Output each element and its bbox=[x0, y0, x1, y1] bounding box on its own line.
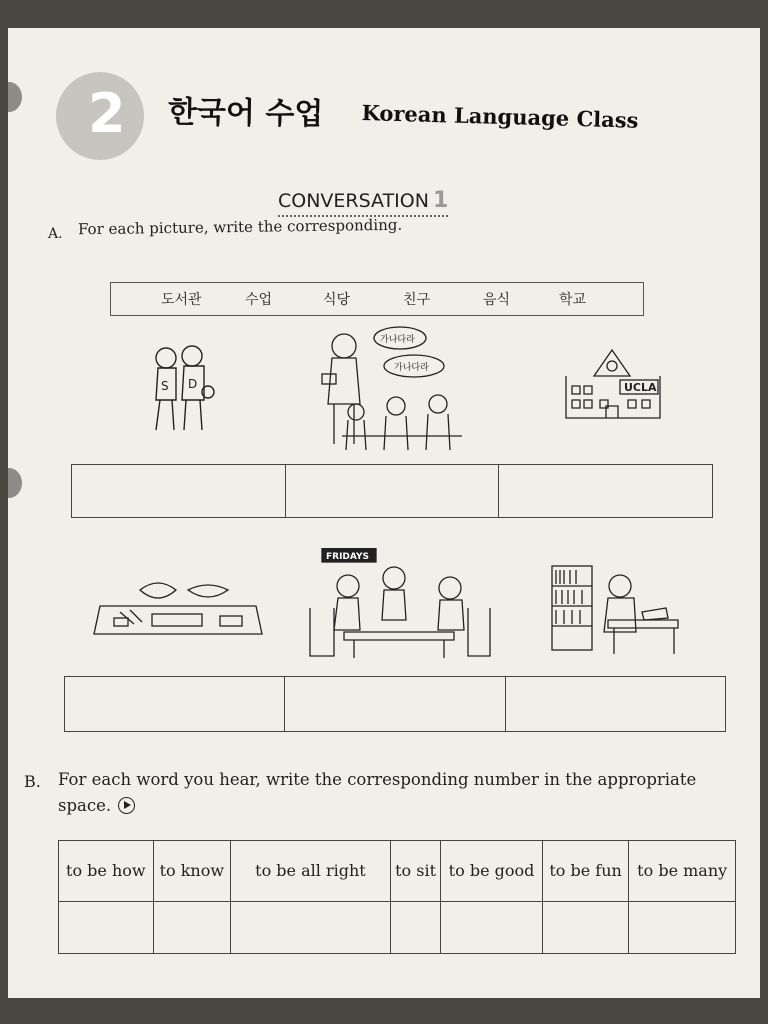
exercise-b-instruction: For each word you hear, write the corresponding number in the appropriate bbox=[58, 770, 697, 789]
class-illustration bbox=[314, 324, 470, 452]
vocab-answer-cell[interactable] bbox=[59, 902, 154, 954]
school-sign: UCLA bbox=[624, 381, 657, 394]
svg-text:D: D bbox=[188, 377, 198, 391]
exercise-a-letter: A. bbox=[48, 226, 63, 242]
library-illustration bbox=[548, 562, 684, 658]
vocab-answer-cell[interactable] bbox=[629, 902, 736, 954]
restaurant-illustration bbox=[304, 548, 494, 660]
section-heading bbox=[278, 188, 448, 217]
vocabulary-table bbox=[58, 840, 736, 954]
speech-bubble-text: 가나다라 bbox=[380, 335, 415, 345]
vocab-header-cell: to sit bbox=[390, 841, 440, 902]
food-tray-illustration bbox=[90, 576, 266, 644]
section-label: CONVERSATION bbox=[278, 190, 429, 212]
vocab-answer-cell[interactable] bbox=[230, 902, 390, 954]
vocab-answer-cell[interactable] bbox=[542, 902, 629, 954]
binder-hole-bottom bbox=[8, 468, 22, 498]
play-audio-icon[interactable] bbox=[118, 797, 135, 814]
chapter-title-english: Korean Language Class bbox=[361, 100, 639, 133]
vocab-answer-cell[interactable] bbox=[153, 902, 230, 954]
binder-hole-top bbox=[8, 82, 22, 112]
vocab-answer-cell[interactable] bbox=[441, 902, 543, 954]
answer-box[interactable] bbox=[286, 465, 500, 517]
speech-bubble-text: 가나다라 bbox=[394, 363, 429, 373]
vocab-header-row bbox=[59, 841, 736, 902]
answer-box[interactable] bbox=[72, 465, 286, 517]
exercise-a-instruction: For each picture, write the corresponding. bbox=[77, 215, 403, 239]
instruction-continuation: space. bbox=[58, 796, 112, 815]
vocab-answer-cell[interactable] bbox=[390, 902, 440, 954]
exercise-b-instruction-cont bbox=[58, 796, 135, 815]
section-number: 1 bbox=[432, 188, 449, 213]
vocab-header-cell: to be many bbox=[629, 841, 736, 902]
word-bank-item: 도서관 bbox=[161, 292, 202, 308]
answer-box[interactable] bbox=[506, 677, 725, 731]
restaurant-sign: FRIDAYS bbox=[326, 552, 370, 562]
word-bank-item: 학교 bbox=[559, 292, 587, 308]
word-bank-item: 수업 bbox=[245, 292, 273, 308]
chapter-number: 2 bbox=[88, 82, 126, 145]
word-bank bbox=[110, 282, 644, 316]
answer-box[interactable] bbox=[65, 677, 285, 731]
vocab-header-cell: to be all right bbox=[230, 841, 390, 902]
vocab-answer-row bbox=[59, 902, 736, 954]
word-bank-item: 식당 bbox=[323, 292, 351, 308]
exercise-b-letter: B. bbox=[24, 772, 41, 791]
school-illustration bbox=[558, 346, 666, 422]
word-bank-item: 음식 bbox=[483, 292, 511, 308]
answer-row-1 bbox=[71, 464, 713, 518]
answer-box[interactable] bbox=[285, 677, 505, 731]
chapter-title-korean: 한국어 수업 bbox=[167, 94, 324, 133]
vocab-header-cell: to be fun bbox=[542, 841, 629, 902]
answer-box[interactable] bbox=[499, 465, 712, 517]
word-bank-item: 친구 bbox=[403, 292, 431, 308]
vocab-header-cell: to know bbox=[153, 841, 230, 902]
vocab-header-cell: to be good bbox=[441, 841, 543, 902]
vocab-header-cell: to be how bbox=[59, 841, 154, 902]
answer-row-2 bbox=[64, 676, 726, 732]
svg-text:S: S bbox=[161, 379, 169, 393]
friends-illustration bbox=[146, 338, 216, 438]
